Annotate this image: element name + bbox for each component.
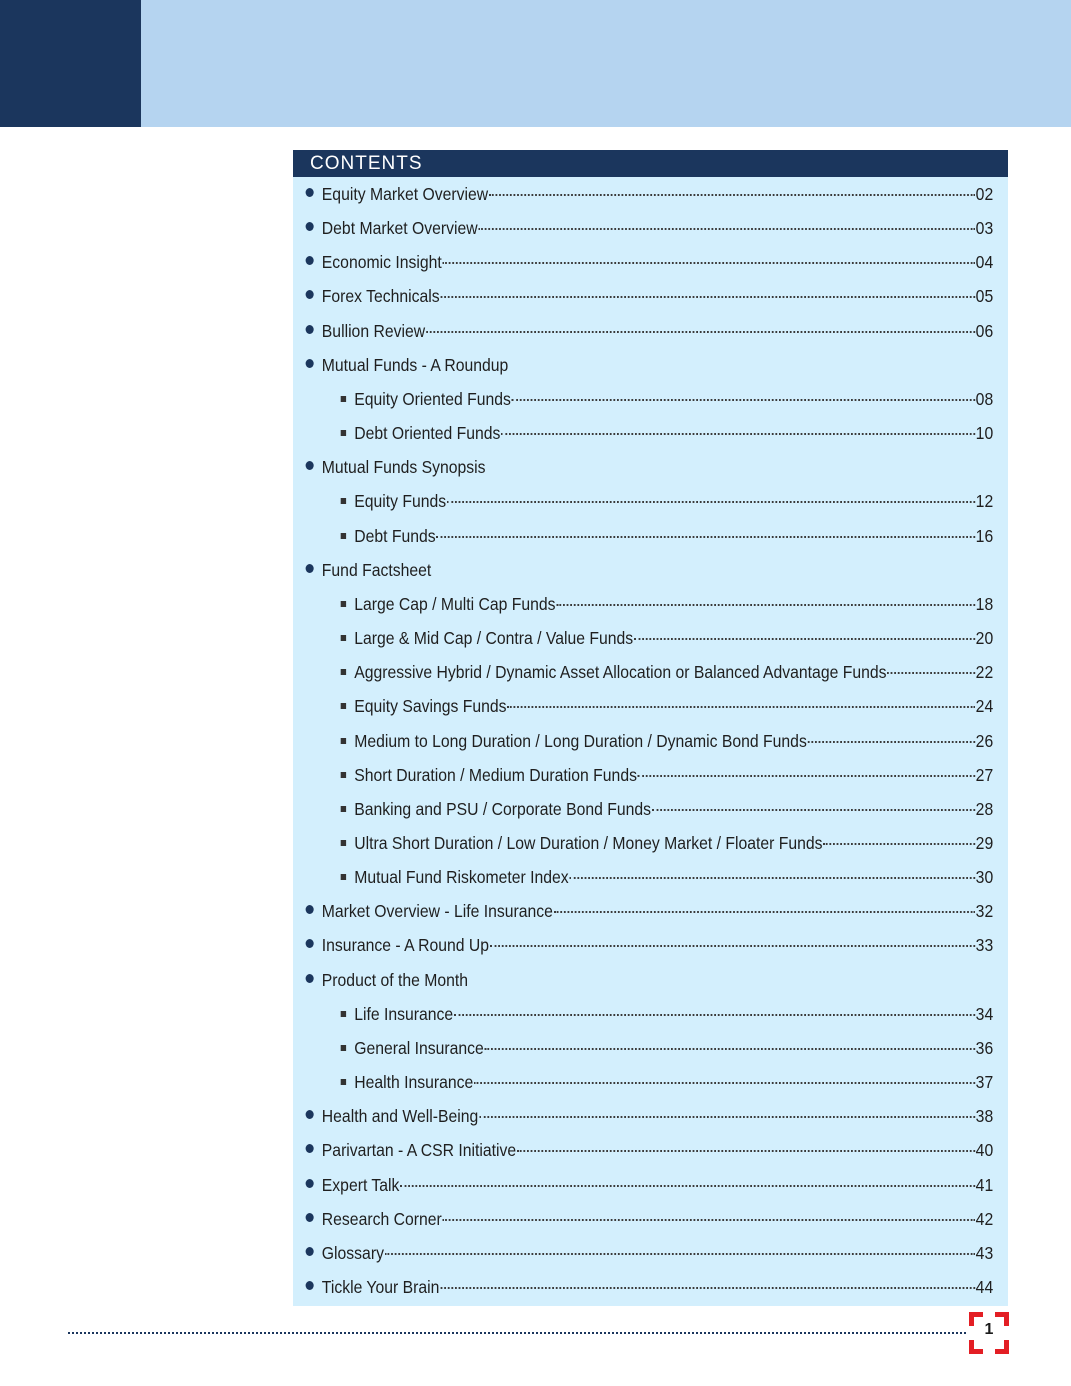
toc-entry-label: Health Insurance [354, 1072, 474, 1093]
toc-entry[interactable] [293, 450, 937, 484]
round-bullet-icon [306, 1247, 314, 1256]
toc-entry-page: 12 [975, 491, 994, 512]
toc-subentry[interactable] [293, 997, 994, 1031]
toc-entry-row [306, 457, 994, 479]
dot-leader [479, 1116, 975, 1118]
toc-entry-page: 28 [975, 798, 994, 819]
toc-entry-row [341, 696, 993, 718]
round-bullet-icon [306, 222, 314, 231]
dot-leader [478, 228, 974, 230]
toc-entry-label: Large & Mid Cap / Contra / Value Funds [354, 628, 634, 649]
dot-leader [501, 433, 974, 435]
toc-entry-label: Mutual Funds - A Roundup [321, 354, 509, 375]
toc-subentry[interactable] [293, 621, 994, 655]
toc-entry-row [306, 1140, 994, 1162]
toc-subentry[interactable] [293, 792, 994, 826]
toc-entry-page: 16 [975, 525, 994, 546]
header-block [0, 0, 141, 127]
toc-entry-label: Life Insurance [354, 1003, 454, 1024]
toc-entry-row [341, 799, 993, 821]
toc-entry-row [341, 1038, 993, 1060]
dot-leader [808, 741, 975, 743]
toc-entry-label: Research Corner [321, 1208, 442, 1229]
dot-leader [887, 672, 974, 674]
round-bullet-icon [306, 188, 314, 197]
square-bullet-icon [341, 806, 346, 812]
dot-leader [638, 775, 975, 777]
toc-subentry[interactable] [293, 587, 994, 621]
round-bullet-icon [306, 1281, 314, 1290]
toc-entry-page: 38 [975, 1106, 994, 1127]
dot-leader [454, 1014, 975, 1016]
dot-leader [474, 1082, 975, 1084]
dot-leader [400, 1185, 974, 1187]
toc-entry-row [306, 1277, 994, 1299]
toc-entry-row [341, 1004, 993, 1026]
toc-entry-page: 32 [975, 901, 994, 922]
toc-subentry[interactable] [293, 860, 994, 894]
dot-leader [554, 911, 975, 913]
square-bullet-icon [341, 772, 346, 778]
dot-leader [507, 706, 974, 708]
toc-entry-label: Large Cap / Multi Cap Funds [354, 593, 556, 614]
toc-entry-row [306, 252, 994, 274]
toc-entry[interactable] [293, 245, 994, 279]
toc-subentry[interactable] [293, 689, 994, 723]
page-number: 1 [984, 1321, 994, 1338]
toc-entry-row [306, 1243, 994, 1265]
round-bullet-icon [306, 974, 314, 983]
toc-subentry[interactable] [293, 655, 994, 689]
toc-entry[interactable] [293, 314, 994, 348]
toc-entry-page: 02 [975, 184, 994, 204]
toc-entry-page: 43 [975, 1242, 994, 1263]
square-bullet-icon [341, 1045, 346, 1051]
toc-entry-row [306, 184, 994, 206]
dot-leader [823, 843, 974, 845]
round-bullet-icon [306, 461, 314, 470]
toc-entry-page: 37 [975, 1072, 994, 1093]
toc-entry-page: 27 [975, 764, 994, 785]
toc-entry-row [341, 628, 993, 650]
toc-entry[interactable] [293, 928, 994, 962]
toc-entry-label: Mutual Fund Riskometer Index [354, 867, 569, 888]
toc-entry-page: 29 [975, 832, 994, 853]
toc-entry[interactable] [293, 553, 937, 587]
toc-entry-label: Equity Market Overview [321, 184, 489, 204]
toc-entry[interactable] [293, 894, 994, 928]
dot-leader [443, 262, 975, 264]
toc-entry-row [306, 355, 994, 377]
dot-leader [652, 809, 975, 811]
toc-entry-page: 04 [975, 252, 994, 273]
round-bullet-icon [306, 290, 314, 299]
dot-leader [437, 536, 975, 538]
dot-leader [385, 1253, 975, 1255]
toc-entry-page: 20 [975, 628, 994, 649]
toc-entry-label: Equity Savings Funds [354, 696, 507, 717]
round-bullet-icon [306, 1179, 314, 1188]
toc-entry-page: 06 [975, 320, 994, 341]
square-bullet-icon [341, 703, 346, 709]
round-bullet-icon [306, 359, 314, 368]
toc-entry-row [306, 218, 994, 240]
round-bullet-icon [306, 1144, 314, 1153]
dot-leader [517, 1150, 975, 1152]
toc-entry-page: 08 [975, 388, 994, 409]
toc-entry-row [341, 491, 993, 513]
square-bullet-icon [341, 430, 346, 436]
toc-entry-label: Market Overview - Life Insurance [321, 901, 553, 922]
toc-entry-row [306, 286, 994, 308]
toc-entry[interactable] [293, 1236, 994, 1270]
dot-leader [447, 501, 975, 503]
toc-entry-label: Medium to Long Duration / Long Duration / Dynamic Bond Funds [354, 730, 807, 751]
square-bullet-icon [341, 498, 346, 504]
round-bullet-icon [306, 1213, 314, 1222]
toc-subentry[interactable] [293, 758, 994, 792]
toc-entry[interactable] [293, 1202, 994, 1236]
toc-entry-page: 05 [975, 286, 994, 307]
dot-leader [440, 1287, 974, 1289]
toc-entry-label: Insurance - A Round Up [321, 935, 490, 956]
toc-entry-label: Ultra Short Duration / Low Duration / Money Market / Floater Funds [354, 832, 823, 853]
dot-leader [570, 877, 975, 879]
toc-entry-label: Fund Factsheet [321, 559, 432, 580]
dot-leader [441, 296, 975, 298]
round-bullet-icon [306, 905, 314, 914]
toc-entry[interactable] [293, 1270, 994, 1304]
toc-subentry[interactable] [293, 519, 994, 553]
toc-entry-row [306, 1175, 994, 1197]
round-bullet-icon [306, 256, 314, 265]
toc-entry-label: Banking and PSU / Corporate Bond Funds [354, 798, 652, 819]
toc-entry-page: 26 [975, 730, 994, 751]
toc-entry-row [341, 765, 993, 787]
square-bullet-icon [341, 840, 346, 846]
toc-entry-label: Debt Market Overview [321, 218, 478, 239]
toc-subentry[interactable] [293, 1031, 994, 1065]
toc-subentry[interactable] [293, 484, 994, 518]
toc-entry-page: 03 [975, 218, 994, 239]
square-bullet-icon [341, 396, 346, 402]
toc-entry[interactable] [293, 348, 937, 382]
toc-entry-row [341, 423, 993, 445]
toc-entry-row [341, 833, 993, 855]
round-bullet-icon [306, 564, 314, 573]
toc-entry-page: 42 [975, 1208, 994, 1229]
square-bullet-icon [341, 533, 346, 539]
toc-entry[interactable] [293, 1099, 994, 1133]
toc-entry-label: Parivartan - A CSR Initiative [321, 1140, 517, 1161]
square-bullet-icon [341, 601, 346, 607]
toc-entry-row [341, 867, 993, 889]
square-bullet-icon [341, 635, 346, 641]
toc-entry-row [306, 935, 994, 957]
dot-leader [634, 638, 975, 640]
footer-dotted-rule [68, 1332, 966, 1334]
square-bullet-icon [341, 738, 346, 744]
toc-entry-page: 34 [975, 1003, 994, 1024]
square-bullet-icon [341, 1079, 346, 1085]
contents-title-bar [293, 150, 1008, 177]
toc-entry-page: 10 [975, 423, 994, 444]
toc-subentry[interactable] [293, 416, 994, 450]
toc-entry-page: 41 [975, 1174, 994, 1195]
toc-entry-page: 18 [975, 593, 994, 614]
toc-entry[interactable] [293, 279, 994, 313]
square-frame-logo-icon [969, 1312, 1009, 1354]
toc-entry-row [306, 1209, 994, 1231]
toc-entry-label: Aggressive Hybrid / Dynamic Asset Allocation or Balanced Advantage Funds [354, 662, 887, 683]
toc-entry-label: Product of the Month [321, 969, 469, 990]
contents-title: CONTENTS [310, 153, 423, 174]
round-bullet-icon [306, 1110, 314, 1119]
toc-entry-label: Economic Insight [321, 252, 442, 273]
contents-panel [293, 150, 1008, 1306]
toc-entry-label: Short Duration / Medium Duration Funds [354, 764, 637, 785]
toc-entry-row [306, 321, 994, 343]
toc-entry-row [341, 526, 993, 548]
contents-list [293, 177, 1008, 1304]
toc-entry-row [306, 970, 994, 992]
toc-entry-label: Equity Funds [354, 491, 447, 512]
toc-entry-row [306, 1106, 994, 1128]
toc-entry-row [341, 389, 993, 411]
toc-entry-page: 22 [975, 662, 994, 683]
toc-entry[interactable] [293, 211, 994, 245]
toc-entry[interactable] [293, 1168, 994, 1202]
toc-entry-page: 44 [975, 1277, 994, 1297]
toc-entry-label: Forex Technicals [321, 286, 440, 307]
toc-entry-label: Tickle Your Brain [321, 1277, 440, 1297]
square-bullet-icon [341, 1011, 346, 1017]
toc-entry-label: General Insurance [354, 1037, 484, 1058]
toc-entry[interactable] [293, 963, 937, 997]
toc-entry[interactable] [293, 1133, 994, 1167]
toc-entry-label: Expert Talk [321, 1174, 400, 1195]
dot-leader [443, 1219, 975, 1221]
toc-subentry[interactable] [293, 382, 994, 416]
round-bullet-icon [306, 325, 314, 334]
dot-leader [512, 399, 975, 401]
header-band [0, 0, 1071, 127]
toc-subentry[interactable] [293, 1065, 994, 1099]
dot-leader [426, 331, 975, 333]
toc-entry-row [341, 662, 993, 684]
toc-entry-label: Bullion Review [321, 320, 426, 341]
toc-entry-page: 24 [975, 696, 994, 717]
dot-leader [489, 194, 975, 196]
toc-subentry[interactable] [293, 826, 994, 860]
toc-entry-row [341, 731, 993, 753]
toc-entry-row [341, 1072, 993, 1094]
toc-entry-page: 40 [975, 1140, 994, 1161]
toc-entry[interactable] [293, 177, 994, 211]
toc-entry-label: Equity Oriented Funds [354, 388, 511, 409]
toc-entry-row [306, 560, 994, 582]
toc-entry-row [341, 594, 993, 616]
toc-entry-page: 36 [975, 1037, 994, 1058]
toc-subentry[interactable] [293, 724, 994, 758]
dot-leader [556, 604, 974, 606]
square-bullet-icon [341, 874, 346, 880]
toc-entry-label: Glossary [321, 1242, 384, 1263]
dot-leader [485, 1048, 975, 1050]
toc-entry-page: 33 [975, 935, 994, 956]
dot-leader [490, 945, 975, 947]
toc-entry-label: Health and Well-Being [321, 1106, 479, 1127]
toc-entry-label: Debt Oriented Funds [354, 423, 501, 444]
toc-entry-label: Mutual Funds Synopsis [321, 457, 486, 478]
round-bullet-icon [306, 939, 314, 948]
square-bullet-icon [341, 669, 346, 675]
toc-entry-label: Debt Funds [354, 525, 436, 546]
toc-entry-row [306, 901, 994, 923]
toc-entry-page: 30 [975, 867, 994, 888]
